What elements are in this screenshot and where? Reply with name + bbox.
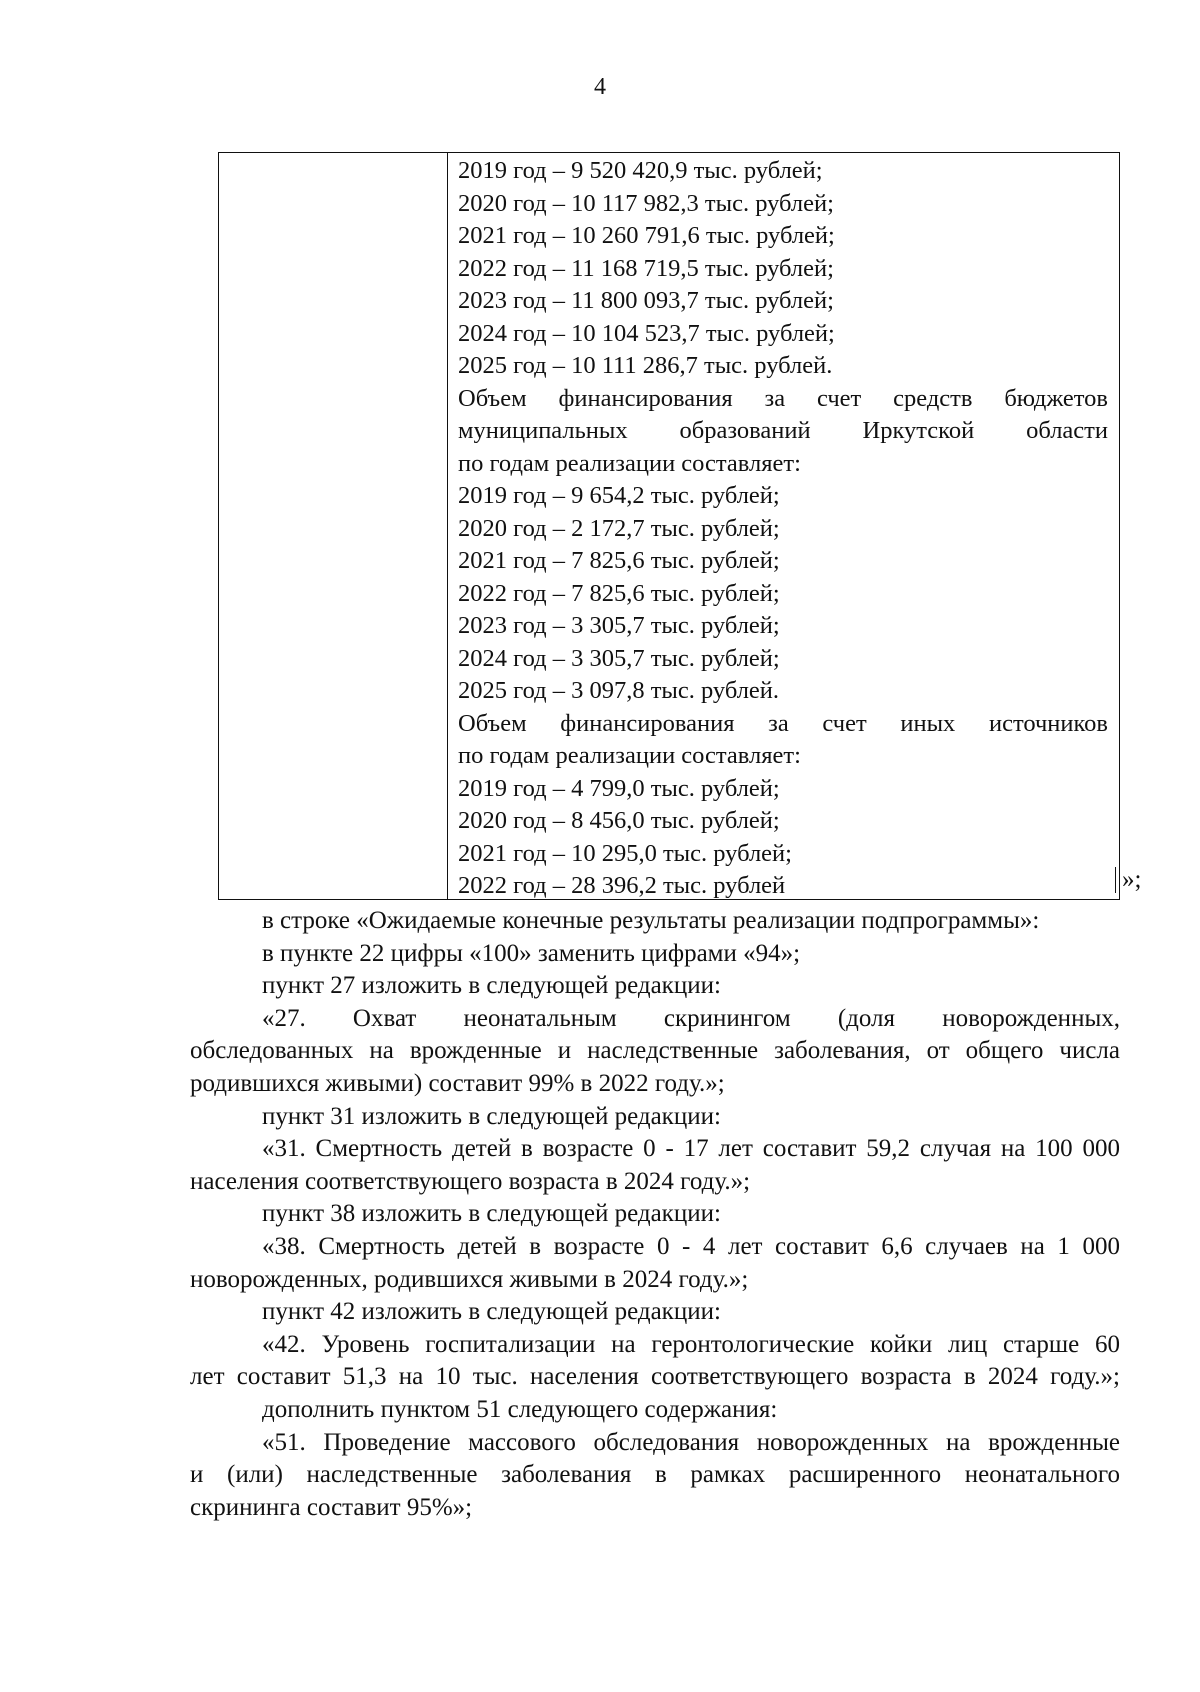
financing-line: по годам реализации составляет: — [458, 742, 801, 769]
paragraph-line: и (или) наследственные заболевания в рамках расширенного неонатального — [190, 1461, 1120, 1489]
body-text — [190, 905, 1120, 1524]
financing-line: 2022 год – 28 396,2 тыс. рублей — [458, 872, 786, 899]
financing-line: 2024 год – 10 104 523,7 тыс. рублей; — [458, 319, 835, 347]
financing-line: по годам реализации составляет: — [458, 449, 801, 477]
paragraph-line: «31. Смертность детей в возрасте 0 - 17 лет составит 59,2 случая на 100 000 — [262, 1135, 1120, 1163]
financing-line: 2025 год – 10 111 286,7 тыс. рублей. — [458, 352, 833, 379]
paragraph-line: дополнить пунктом 51 следующего содержания: — [262, 1395, 778, 1423]
paragraph-line: населения соответствующего возраста в 2024 году.»; — [190, 1167, 751, 1195]
table-closing-line — [1093, 867, 1116, 893]
financing-line: 2020 год – 8 456,0 тыс. рублей; — [458, 807, 780, 834]
paragraph-line: пункт 27 изложить в следующей редакции: — [262, 972, 721, 1000]
financing-line: 2022 год – 11 168 719,5 тыс. рублей; — [458, 254, 834, 282]
closing-quote: »; — [1122, 866, 1142, 893]
financing-line: Объем финансирования за счет иных источников — [458, 709, 1108, 737]
paragraph-line: в строке «Ожидаемые конечные результаты реализации подпрограммы»: — [262, 907, 1040, 934]
financing-line: 2024 год – 3 305,7 тыс. рублей; — [458, 644, 780, 672]
page-number: 4 — [594, 74, 606, 100]
financing-line: Объем финансирования за счет средств бюджетов — [458, 384, 1108, 412]
paragraph-line: «27. Охват неонатальным скринингом (доля новорожденных, — [262, 1004, 1120, 1032]
financing-line: 2022 год – 7 825,6 тыс. рублей; — [458, 579, 780, 607]
table-left-cell — [219, 153, 448, 899]
financing-line: 2019 год – 4 799,0 тыс. рублей; — [458, 774, 780, 802]
paragraph-line: «51. Проведение массового обследования новорожденных на врожденные — [262, 1428, 1120, 1456]
paragraph-line: новорожденных, родившихся живыми в 2024 году.»; — [190, 1265, 749, 1293]
paragraph-line: скрининга составит 95%»; — [190, 1493, 473, 1521]
paragraph-line: пункт 42 изложить в следующей редакции: — [262, 1298, 721, 1326]
paragraph-line: пункт 31 изложить в следующей редакции: — [262, 1102, 721, 1130]
paragraph-line: обследованных на врожденные и наследственные заболевания, от общего числа — [190, 1037, 1120, 1065]
financing-line: 2019 год – 9 654,2 тыс. рублей; — [458, 482, 780, 509]
paragraph-line: в пункте 22 цифры «100» заменить цифрами «94»; — [262, 939, 801, 967]
financing-line: 2021 год – 10 295,0 тыс. рублей; — [458, 839, 792, 867]
financing-line: 2021 год – 7 825,6 тыс. рублей; — [458, 547, 780, 574]
financing-line: 2021 год – 10 260 791,6 тыс. рублей; — [458, 222, 835, 249]
paragraph-line: родившихся живыми) составит 99% в 2022 году.»; — [190, 1069, 725, 1097]
paragraph-line: «38. Смертность детей в возрасте 0 - 4 лет составит 6,6 случаев на 1 000 — [262, 1232, 1120, 1260]
financing-line: 2023 год – 11 800 093,7 тыс. рублей; — [458, 287, 834, 314]
financing-line: 2023 год – 3 305,7 тыс. рублей; — [458, 612, 780, 639]
financing-line: 2025 год – 3 097,8 тыс. рублей. — [458, 677, 780, 704]
paragraph-line: лет составит 51,3 на 10 тыс. населения соответствующего возраста в 2024 году.»; — [190, 1363, 1120, 1391]
financing-line: 2020 год – 2 172,7 тыс. рублей; — [458, 514, 780, 542]
paragraph-line: пункт 38 изложить в следующей редакции: — [262, 1200, 721, 1228]
financing-line: 2020 год – 10 117 982,3 тыс. рублей; — [458, 189, 834, 217]
paragraph-line: «42. Уровень госпитализации на геронтологические койки лиц старше 60 — [262, 1330, 1120, 1358]
financing-line: муниципальных образований Иркутской области — [458, 417, 1108, 444]
financing-line: 2019 год – 9 520 420,9 тыс. рублей; — [458, 157, 823, 184]
